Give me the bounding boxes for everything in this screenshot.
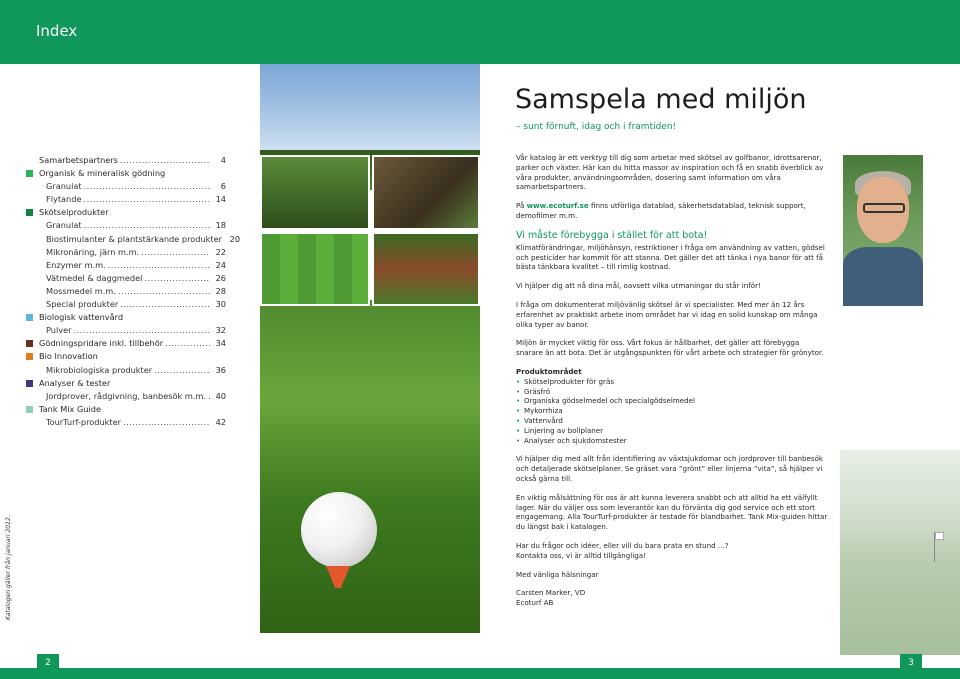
toc-color-square-icon <box>26 209 33 216</box>
toc-label: Vätmedel & daggmedel <box>46 272 143 283</box>
toc-label: Flytande <box>46 194 82 205</box>
toc-page-number: 36 <box>215 364 226 375</box>
toc-label: Analyser & tester <box>39 377 111 388</box>
product-list-item: • Mykorrhiza <box>516 406 828 416</box>
toc-row[interactable] <box>26 219 226 232</box>
paragraph-help: Vi hjälper dig med allt från identifiering av växtsjukdomar och jordprover till banbesök och detaljerade skötselplaner. Se gräset vara ”grönt” eller linjerna ”vita”, så hjälper vi också gärna till. <box>516 454 824 483</box>
toc-label: Granulat <box>46 181 82 192</box>
validity-note: Katalogen gäller från januari 2012. <box>5 515 12 620</box>
toc-label: TourTurf-produkter <box>46 416 122 427</box>
toc-label: Enzymer m.m. <box>46 259 106 270</box>
product-list <box>516 377 828 446</box>
toc-row[interactable] <box>26 154 226 167</box>
toc-page-number: 24 <box>215 259 226 270</box>
section-heading: Vi måste förebygga i stället för att bota! <box>516 229 708 241</box>
toc-leader-dots <box>144 272 210 285</box>
toc-page-number: 14 <box>215 194 226 205</box>
toc-page-number: 4 <box>220 155 226 165</box>
product-list-item: • Analyser och sjukdomstester <box>516 436 828 446</box>
toc-page-number: 22 <box>215 246 226 257</box>
product-list-item: • Organiska gödselmedel och specialgödselmedel <box>516 396 828 406</box>
paragraph-contact: Har du frågor och idéer, eller vill du bara prata en stund ...? Kontakta oss, vi är alltid tillgängliga! <box>516 540 729 560</box>
website-link[interactable]: www.ecoturf.se <box>526 201 589 211</box>
signature: Carsten Marker, VD Ecoturf AB <box>516 588 586 608</box>
toc-row[interactable] <box>26 390 226 403</box>
flag-icon <box>934 532 935 562</box>
golf-course-background <box>840 450 960 655</box>
toc-label: Mikrobiologiska produkter <box>46 364 153 375</box>
toc-row[interactable] <box>26 272 226 285</box>
toc-page-number: 28 <box>215 285 226 296</box>
toc-row[interactable] <box>26 167 226 180</box>
toc-leader-dots <box>123 416 210 429</box>
toc-leader-dots <box>154 364 210 377</box>
photo-park-train <box>372 232 480 306</box>
toc-row[interactable] <box>26 403 226 416</box>
header-bar <box>0 0 960 64</box>
toc-label: Tank Mix Guide <box>39 403 102 414</box>
photo-soil-hands <box>372 155 480 230</box>
toc-row[interactable] <box>26 350 226 363</box>
article-title: Samspela med miljön <box>515 84 807 115</box>
article-body <box>516 153 828 608</box>
toc-label: Bio Innovation <box>39 351 98 362</box>
toc-color-square-icon <box>26 170 33 177</box>
toc-leader-dots <box>108 259 210 272</box>
toc-row[interactable] <box>26 259 226 272</box>
table-of-contents <box>26 154 241 429</box>
toc-page-number: 42 <box>215 416 226 427</box>
toc-row[interactable] <box>26 206 226 219</box>
toc-label: Jordprover, rådgivning, banbesök m.m. <box>46 390 207 401</box>
product-list-item: • Gräsfrö <box>516 387 828 397</box>
golf-ball-image <box>301 492 377 568</box>
product-list-item: • Linjering av bollplaner <box>516 426 828 436</box>
toc-row[interactable] <box>26 364 226 377</box>
paragraph-climate: Klimatförändringar, miljöhänsyn, restriktioner i fråga om användning av vatten, gödsel och pesticider har kommit för att stanna. Det gäller det att tänka i nya banor för att få bästa tänkbara kvalitet – till rimlig kostnad. <box>516 242 825 272</box>
toc-color-square-icon <box>26 380 33 387</box>
photo-clubhouse <box>260 155 370 230</box>
toc-row[interactable] <box>26 377 226 390</box>
toc-page-number: 6 <box>220 181 226 192</box>
toc-row[interactable] <box>26 416 226 429</box>
page-title: Index <box>36 22 78 40</box>
toc-label: Granulat <box>46 220 82 231</box>
toc-leader-dots <box>84 180 210 193</box>
toc-leader-dots <box>208 390 210 403</box>
greeting: Med vänliga hälsningar <box>516 569 599 579</box>
product-list-item: • Skötselprodukter för gräs <box>516 377 828 387</box>
toc-color-square-icon <box>26 353 33 360</box>
toc-leader-dots <box>165 337 210 350</box>
toc-label: Biostimulanter & plantstärkande produkter <box>46 233 223 244</box>
toc-page-number: 30 <box>215 299 226 310</box>
page-number-left: 2 <box>37 654 59 672</box>
toc-leader-dots <box>74 324 210 337</box>
portrait-photo <box>843 155 923 306</box>
toc-page-number: 18 <box>215 220 226 231</box>
toc-page-number: 26 <box>215 272 226 283</box>
toc-row[interactable] <box>26 246 226 259</box>
toc-page-number: 32 <box>215 325 226 336</box>
article-subtitle: – sunt förnuft, idag och i framtiden! <box>516 122 677 132</box>
toc-label: Samarbetspartners <box>39 155 118 165</box>
toc-row[interactable] <box>26 193 226 206</box>
toc-page-number: 40 <box>215 390 226 401</box>
toc-row[interactable] <box>26 324 226 337</box>
footer-bar <box>0 668 960 679</box>
toc-color-square-icon <box>26 157 33 164</box>
product-list-item: • Vattenvård <box>516 416 828 426</box>
paragraph-experience: I fråga om dokumenterat miljövänlig skötsel är vi specialister. Med mer än 12 års erfarenhet av praktiskt arbete inom området har vi idag en solid kunskap om många olika typer av banor. <box>516 299 818 329</box>
toc-color-square-icon <box>26 314 33 321</box>
toc-color-square-icon <box>26 340 33 347</box>
toc-row[interactable] <box>26 285 226 298</box>
paragraph-goals: Vi hjälper dig att nå dina mål, oavsett vilka utmaningar du står inför! <box>516 281 761 291</box>
toc-label: Mikronäring, järn m.m. <box>46 246 140 257</box>
toc-label: Organisk & mineralisk gödning <box>39 168 166 179</box>
toc-leader-dots <box>141 246 210 259</box>
toc-color-square-icon <box>26 406 33 413</box>
toc-page-number: 20 <box>229 233 241 244</box>
toc-leader-dots <box>118 285 210 298</box>
toc-label: Mossmedel m.m. <box>46 285 116 296</box>
photo-golf-green <box>260 300 480 633</box>
toc-row[interactable] <box>26 233 241 246</box>
toc-row[interactable] <box>26 298 226 311</box>
toc-label: Biologisk vattenvård <box>39 312 124 323</box>
toc-leader-dots <box>120 298 210 311</box>
toc-label: Gödningspridare inkl. tillbehör <box>39 338 164 349</box>
paragraph-delivery: En viktig målsättning för oss är att kunna leverera snabbt och att alltid ha ett välfyllt lager. När du väljer oss som leverantör kan du förvänta dig god service och ett stort engagemang. Alla TourTurf-produkter är testade för blandbarhet. Tank Mix-guiden hittar du längst bak i katalogen. <box>516 492 828 532</box>
intro-paragraph: Vår katalog är ett verktyg till dig som arbetar med skötsel av golfbanor, idrottsarenor, parker och växter. Här kan du hitta massor av inspiration och få en snabb överblick av våra produkter, användningsområden, dosering samt information om våra samarbetspartners. <box>516 153 824 192</box>
toc-leader-dots <box>84 219 210 232</box>
toc-row[interactable] <box>26 311 226 324</box>
toc-label: Skötselprodukter <box>39 207 109 218</box>
website-paragraph: På www.ecoturf.se finns utförliga datablad, säkerhetsdatablad, teknisk support, demofilmer m.m. <box>516 201 806 220</box>
toc-label: Special produkter <box>46 299 119 310</box>
toc-row[interactable] <box>26 337 226 350</box>
toc-leader-dots <box>83 193 210 206</box>
toc-label: Pulver <box>46 325 72 336</box>
toc-row[interactable] <box>26 180 226 193</box>
paragraph-environment: Miljön är mycket viktig för oss. Vårt fokus är hållbarhet, det gäller att förebygga snarare än att bota. Det är utgångspunkten för vårt arbete och strategier för grönytor. <box>516 338 824 358</box>
toc-leader-dots <box>120 154 210 167</box>
photo-stadium-pitch <box>260 232 370 306</box>
toc-page-number: 34 <box>215 338 226 349</box>
product-area-heading: Produktområdet <box>516 366 582 376</box>
page-number-right: 3 <box>900 654 922 672</box>
